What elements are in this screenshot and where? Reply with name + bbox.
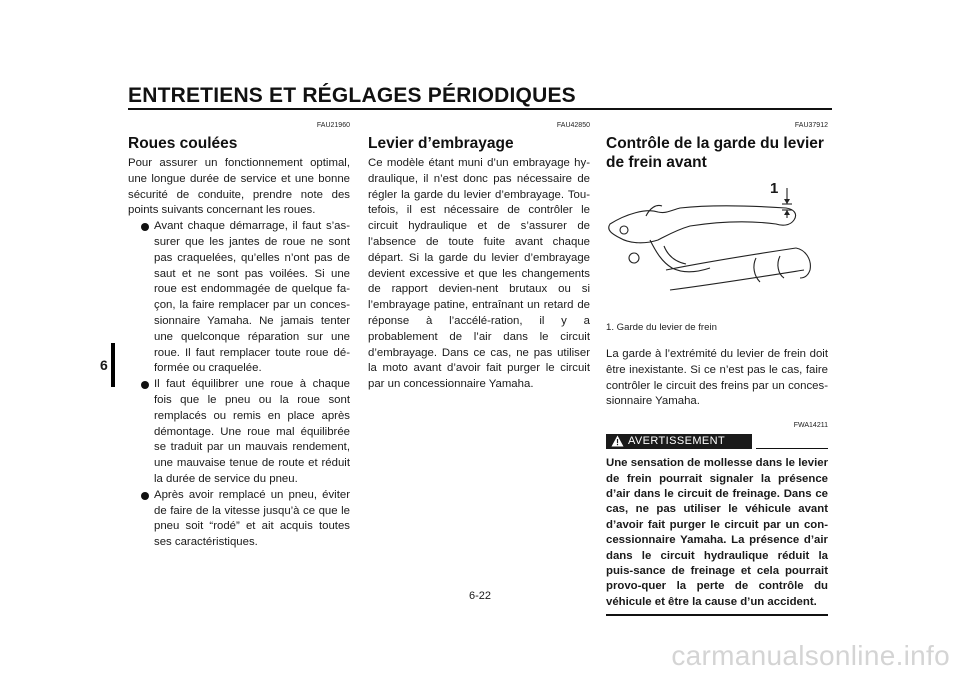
column-wheels [128, 120, 350, 551]
warning-code: FWA14211 [793, 422, 828, 430]
section-heading: Roues coulées [128, 135, 238, 152]
bullet-text: Avant chaque démarrage, il faut s’as-surer que les jantes de roue ne sont pas craquelées, qu’elles n’ont pas de saut et ne sont pas voilées. Si une roue est endommagée de quelque fa-çon, la faire remplacer par un conces-sionnaire Yamaha. Ne jamais tenter une quelconque réparation sur une roue. Il faut remplacer toute roue dé-formée ou craquelée. [154, 220, 350, 375]
bullet-item [128, 377, 350, 488]
warning-end-rule [606, 614, 828, 616]
bullet-text: Après avoir remplacé un pneu, éviter de faire de la vitesse jusqu’à ce que le pneu soit “rodé” et ait acquis toutes ses caractéristiques. [154, 488, 350, 549]
warning-header [606, 422, 828, 450]
figure-caption: 1. Garde du levier de frein [606, 322, 717, 333]
section-body: La garde à l’extrémité du levier de frein doit être inexistante. Si ce n’est pas le cas, faire contrôler le circuit des freins par un conces-sionnaire Yamaha. [606, 348, 828, 408]
warning-badge [606, 434, 752, 449]
bullet-icon [141, 223, 149, 231]
section-heading: Levier d’embrayage [368, 135, 514, 152]
section-body: Ce modèle étant muni d’un embrayage hy-draulique, il n’est donc pas nécessaire de régler la garde du levier d’embrayage. Tou-tefois, il est nécessaire de contrôler le circuit hydraulique et de s’assurer de l’absence de toute fuite avant chaque départ. Si la garde du levier d’embrayage devient excessive et que les changements de rapport devien-nent brutaux ou si l’embrayage patine, entraînant un retard de réponse à l’accélé-ration, il y a probablement de l’air dans le circuit d’embrayage. Dans ce cas, ne pas utiliser la moto avant d’avoir fait purger le circuit par un concessionnaire Yamaha. [368, 157, 590, 391]
section-heading: Contrôle de la garde du levier de frein avant [606, 135, 824, 171]
warning-triangle-icon [611, 435, 624, 447]
warning-rule [756, 448, 828, 449]
bullet-icon [141, 381, 149, 389]
figure-callout: 1 [770, 180, 779, 197]
section-code: FAU37912 [794, 122, 828, 129]
warning-label: AVERTISSEMENT [628, 435, 726, 448]
bullet-text: Il faut équilibrer une roue à chaque fois que le pneu ou la roue sont remplacés ou remis en place après démontage. Une roue mal équilibrée se traduit par un mauvais rendement, une mauvaise tenue de route et réduit la durée de service du pneu. [154, 378, 350, 485]
column-brake-lever [606, 120, 828, 616]
section-code: FAU21960 [316, 122, 350, 129]
section-intro: Pour assurer un fonctionnement optimal, une longue durée de service et une bonne sécurité de conduite, prendre note des points suivants concernant les roues. [128, 157, 350, 217]
warning-text: Une sensation de mollesse dans le levier de frein pourrait signaler la présence d’air dans le circuit de freinage. Dans ce cas, ne pas utiliser le véhicule avant d’avoir fait purger le circuit par un con-cessionnaire Yamaha. La présence d’air dans le circuit hydraulique réduit la puis-sance de freinage et cela pourrait provo-quer la perte de contrôle du véhicule et être la cause d’un accident. [606, 457, 828, 608]
page-title: ENTRETIENS ET RÉGLAGES PÉRIODIQUES [128, 84, 576, 107]
chapter-number: 6 [100, 357, 108, 373]
brake-lever-figure [606, 178, 828, 318]
page-number: 6-22 [468, 590, 492, 602]
watermark: carmanualsonline.info [671, 640, 950, 671]
bullet-icon [141, 492, 149, 500]
section-code: FAU42850 [556, 122, 590, 129]
bullet-item [128, 488, 350, 551]
bullet-item [128, 219, 350, 377]
brake-lever-illustration [606, 178, 828, 318]
column-clutch-lever [368, 120, 590, 393]
header-rule [128, 108, 832, 110]
bullet-list [128, 219, 350, 551]
chapter-tab [0, 343, 115, 387]
